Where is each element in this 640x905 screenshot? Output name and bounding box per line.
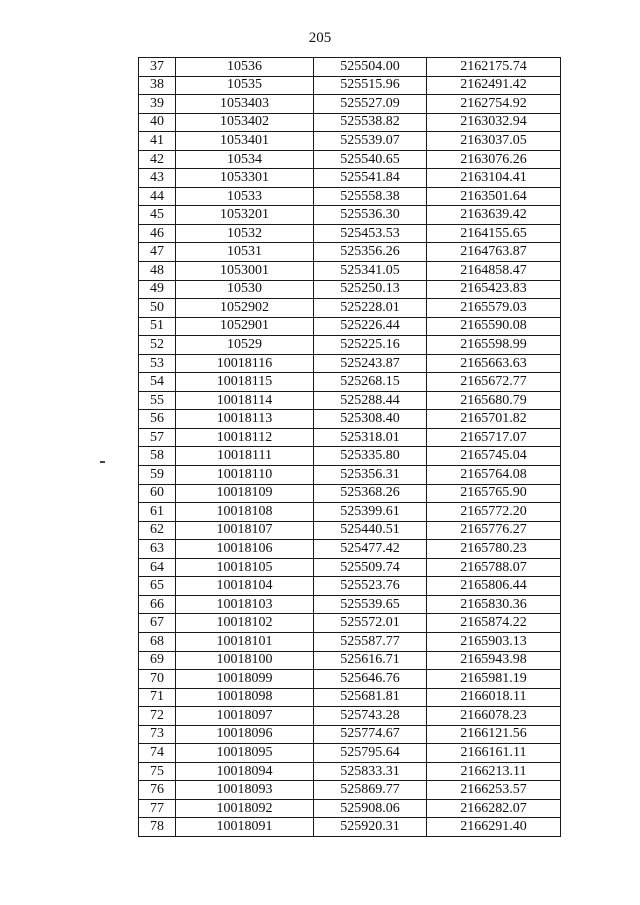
point-id-cell: 10018107 xyxy=(176,521,314,540)
x-coordinate-cell: 525250.13 xyxy=(314,280,427,299)
point-id-cell: 10018114 xyxy=(176,391,314,410)
row-number-cell: 38 xyxy=(139,76,176,95)
row-number-cell: 58 xyxy=(139,447,176,466)
x-coordinate-cell: 525356.31 xyxy=(314,466,427,485)
y-coordinate-cell: 2165772.20 xyxy=(427,503,561,522)
x-coordinate-cell: 525558.38 xyxy=(314,187,427,206)
y-coordinate-cell: 2166213.11 xyxy=(427,762,561,781)
x-coordinate-cell: 525268.15 xyxy=(314,373,427,392)
y-coordinate-cell: 2166161.11 xyxy=(427,744,561,763)
point-id-cell: 10018104 xyxy=(176,577,314,596)
point-id-cell: 10536 xyxy=(176,58,314,77)
y-coordinate-cell: 2163501.64 xyxy=(427,187,561,206)
row-number-cell: 46 xyxy=(139,224,176,243)
x-coordinate-cell: 525539.65 xyxy=(314,595,427,614)
x-coordinate-cell: 525399.61 xyxy=(314,503,427,522)
y-coordinate-cell: 2163037.05 xyxy=(427,132,561,151)
row-number-cell: 54 xyxy=(139,373,176,392)
row-number-cell: 40 xyxy=(139,113,176,132)
table-row xyxy=(139,317,561,336)
row-number-cell: 55 xyxy=(139,391,176,410)
y-coordinate-cell: 2165776.27 xyxy=(427,521,561,540)
table-row xyxy=(139,707,561,726)
table-row xyxy=(139,58,561,77)
x-coordinate-cell: 525646.76 xyxy=(314,670,427,689)
row-number-cell: 37 xyxy=(139,58,176,77)
table-row xyxy=(139,243,561,262)
x-coordinate-cell: 525368.26 xyxy=(314,484,427,503)
row-number-cell: 69 xyxy=(139,651,176,670)
x-coordinate-cell: 525536.30 xyxy=(314,206,427,225)
x-coordinate-cell: 525318.01 xyxy=(314,428,427,447)
x-coordinate-cell: 525509.74 xyxy=(314,558,427,577)
y-coordinate-cell: 2163639.42 xyxy=(427,206,561,225)
point-id-cell: 10529 xyxy=(176,336,314,355)
table-row xyxy=(139,818,561,837)
row-number-cell: 59 xyxy=(139,466,176,485)
point-id-cell: 10018110 xyxy=(176,466,314,485)
table-row xyxy=(139,113,561,132)
table-row xyxy=(139,558,561,577)
point-id-cell: 10018111 xyxy=(176,447,314,466)
y-coordinate-cell: 2162754.92 xyxy=(427,95,561,114)
y-coordinate-cell: 2163032.94 xyxy=(427,113,561,132)
y-coordinate-cell: 2165780.23 xyxy=(427,540,561,559)
point-id-cell: 10018095 xyxy=(176,744,314,763)
row-number-cell: 78 xyxy=(139,818,176,837)
point-id-cell: 1053001 xyxy=(176,262,314,281)
table-row xyxy=(139,354,561,373)
row-number-cell: 52 xyxy=(139,336,176,355)
table-row xyxy=(139,95,561,114)
row-number-cell: 56 xyxy=(139,410,176,429)
y-coordinate-cell: 2165423.83 xyxy=(427,280,561,299)
y-coordinate-cell: 2163104.41 xyxy=(427,169,561,188)
point-id-cell: 1052902 xyxy=(176,299,314,318)
point-id-cell: 10535 xyxy=(176,76,314,95)
x-coordinate-cell: 525572.01 xyxy=(314,614,427,633)
stray-mark xyxy=(100,461,105,463)
table-row xyxy=(139,614,561,633)
x-coordinate-cell: 525477.42 xyxy=(314,540,427,559)
row-number-cell: 77 xyxy=(139,799,176,818)
y-coordinate-cell: 2162491.42 xyxy=(427,76,561,95)
x-coordinate-cell: 525541.84 xyxy=(314,169,427,188)
point-id-cell: 10018115 xyxy=(176,373,314,392)
row-number-cell: 42 xyxy=(139,150,176,169)
row-number-cell: 48 xyxy=(139,262,176,281)
row-number-cell: 72 xyxy=(139,707,176,726)
y-coordinate-cell: 2166121.56 xyxy=(427,725,561,744)
y-coordinate-cell: 2165663.63 xyxy=(427,354,561,373)
y-coordinate-cell: 2164155.65 xyxy=(427,224,561,243)
point-id-cell: 10018109 xyxy=(176,484,314,503)
point-id-cell: 10018100 xyxy=(176,651,314,670)
table-row xyxy=(139,336,561,355)
x-coordinate-cell: 525774.67 xyxy=(314,725,427,744)
point-id-cell: 10018105 xyxy=(176,558,314,577)
row-number-cell: 73 xyxy=(139,725,176,744)
table-row xyxy=(139,688,561,707)
table-row xyxy=(139,503,561,522)
point-id-cell: 10018098 xyxy=(176,688,314,707)
table-row xyxy=(139,206,561,225)
x-coordinate-cell: 525288.44 xyxy=(314,391,427,410)
point-id-cell: 1053401 xyxy=(176,132,314,151)
x-coordinate-cell: 525335.80 xyxy=(314,447,427,466)
y-coordinate-cell: 2165806.44 xyxy=(427,577,561,596)
x-coordinate-cell: 525833.31 xyxy=(314,762,427,781)
x-coordinate-cell: 525743.28 xyxy=(314,707,427,726)
point-id-cell: 10018112 xyxy=(176,428,314,447)
point-id-cell: 10532 xyxy=(176,224,314,243)
table-row xyxy=(139,632,561,651)
y-coordinate-cell: 2165672.77 xyxy=(427,373,561,392)
y-coordinate-cell: 2164763.87 xyxy=(427,243,561,262)
table-row xyxy=(139,224,561,243)
point-id-cell: 10018094 xyxy=(176,762,314,781)
y-coordinate-cell: 2164858.47 xyxy=(427,262,561,281)
y-coordinate-cell: 2165788.07 xyxy=(427,558,561,577)
point-id-cell: 10018108 xyxy=(176,503,314,522)
row-number-cell: 62 xyxy=(139,521,176,540)
row-number-cell: 70 xyxy=(139,670,176,689)
table-row xyxy=(139,428,561,447)
x-coordinate-cell: 525523.76 xyxy=(314,577,427,596)
row-number-cell: 63 xyxy=(139,540,176,559)
row-number-cell: 53 xyxy=(139,354,176,373)
table-row xyxy=(139,781,561,800)
coordinate-table-body xyxy=(139,58,561,837)
point-id-cell: 1053301 xyxy=(176,169,314,188)
table-row xyxy=(139,670,561,689)
y-coordinate-cell: 2165717.07 xyxy=(427,428,561,447)
table-row xyxy=(139,540,561,559)
x-coordinate-cell: 525539.07 xyxy=(314,132,427,151)
point-id-cell: 10018097 xyxy=(176,707,314,726)
row-number-cell: 44 xyxy=(139,187,176,206)
table-row xyxy=(139,744,561,763)
y-coordinate-cell: 2165598.99 xyxy=(427,336,561,355)
point-id-cell: 10018103 xyxy=(176,595,314,614)
x-coordinate-cell: 525869.77 xyxy=(314,781,427,800)
y-coordinate-cell: 2163076.26 xyxy=(427,150,561,169)
row-number-cell: 76 xyxy=(139,781,176,800)
y-coordinate-cell: 2165680.79 xyxy=(427,391,561,410)
y-coordinate-cell: 2165943.98 xyxy=(427,651,561,670)
x-coordinate-cell: 525356.26 xyxy=(314,243,427,262)
point-id-cell: 10018096 xyxy=(176,725,314,744)
row-number-cell: 66 xyxy=(139,595,176,614)
x-coordinate-cell: 525243.87 xyxy=(314,354,427,373)
x-coordinate-cell: 525538.82 xyxy=(314,113,427,132)
x-coordinate-cell: 525527.09 xyxy=(314,95,427,114)
x-coordinate-cell: 525341.05 xyxy=(314,262,427,281)
row-number-cell: 51 xyxy=(139,317,176,336)
x-coordinate-cell: 525504.00 xyxy=(314,58,427,77)
table-row xyxy=(139,299,561,318)
row-number-cell: 43 xyxy=(139,169,176,188)
point-id-cell: 10018092 xyxy=(176,799,314,818)
x-coordinate-cell: 525616.71 xyxy=(314,651,427,670)
x-coordinate-cell: 525453.53 xyxy=(314,224,427,243)
y-coordinate-cell: 2165764.08 xyxy=(427,466,561,485)
row-number-cell: 49 xyxy=(139,280,176,299)
x-coordinate-cell: 525681.81 xyxy=(314,688,427,707)
table-row xyxy=(139,521,561,540)
table-row xyxy=(139,169,561,188)
y-coordinate-cell: 2166291.40 xyxy=(427,818,561,837)
x-coordinate-cell: 525226.44 xyxy=(314,317,427,336)
table-row xyxy=(139,262,561,281)
row-number-cell: 74 xyxy=(139,744,176,763)
y-coordinate-cell: 2165745.04 xyxy=(427,447,561,466)
x-coordinate-cell: 525228.01 xyxy=(314,299,427,318)
y-coordinate-cell: 2166253.57 xyxy=(427,781,561,800)
point-id-cell: 10018116 xyxy=(176,354,314,373)
x-coordinate-cell: 525440.51 xyxy=(314,521,427,540)
row-number-cell: 57 xyxy=(139,428,176,447)
y-coordinate-cell: 2165579.03 xyxy=(427,299,561,318)
point-id-cell: 10018101 xyxy=(176,632,314,651)
point-id-cell: 10018113 xyxy=(176,410,314,429)
point-id-cell: 1053402 xyxy=(176,113,314,132)
row-number-cell: 67 xyxy=(139,614,176,633)
table-row xyxy=(139,373,561,392)
y-coordinate-cell: 2165701.82 xyxy=(427,410,561,429)
row-number-cell: 64 xyxy=(139,558,176,577)
point-id-cell: 1052901 xyxy=(176,317,314,336)
table-row xyxy=(139,595,561,614)
x-coordinate-cell: 525920.31 xyxy=(314,818,427,837)
y-coordinate-cell: 2165830.36 xyxy=(427,595,561,614)
x-coordinate-cell: 525308.40 xyxy=(314,410,427,429)
row-number-cell: 41 xyxy=(139,132,176,151)
point-id-cell: 1053403 xyxy=(176,95,314,114)
point-id-cell: 10018099 xyxy=(176,670,314,689)
table-row xyxy=(139,577,561,596)
x-coordinate-cell: 525908.06 xyxy=(314,799,427,818)
row-number-cell: 75 xyxy=(139,762,176,781)
table-row xyxy=(139,150,561,169)
x-coordinate-cell: 525225.16 xyxy=(314,336,427,355)
coordinate-table xyxy=(138,57,561,837)
table-row xyxy=(139,76,561,95)
table-row xyxy=(139,799,561,818)
y-coordinate-cell: 2165903.13 xyxy=(427,632,561,651)
y-coordinate-cell: 2165765.90 xyxy=(427,484,561,503)
row-number-cell: 65 xyxy=(139,577,176,596)
point-id-cell: 10534 xyxy=(176,150,314,169)
point-id-cell: 10533 xyxy=(176,187,314,206)
table-row xyxy=(139,447,561,466)
row-number-cell: 71 xyxy=(139,688,176,707)
row-number-cell: 47 xyxy=(139,243,176,262)
point-id-cell: 10018091 xyxy=(176,818,314,837)
table-row xyxy=(139,410,561,429)
row-number-cell: 68 xyxy=(139,632,176,651)
x-coordinate-cell: 525540.65 xyxy=(314,150,427,169)
row-number-cell: 61 xyxy=(139,503,176,522)
row-number-cell: 45 xyxy=(139,206,176,225)
y-coordinate-cell: 2165981.19 xyxy=(427,670,561,689)
y-coordinate-cell: 2165874.22 xyxy=(427,614,561,633)
point-id-cell: 1053201 xyxy=(176,206,314,225)
table-row xyxy=(139,187,561,206)
page-number: 205 xyxy=(308,30,332,46)
table-row xyxy=(139,391,561,410)
table-row xyxy=(139,280,561,299)
point-id-cell: 10530 xyxy=(176,280,314,299)
x-coordinate-cell: 525795.64 xyxy=(314,744,427,763)
row-number-cell: 50 xyxy=(139,299,176,318)
point-id-cell: 10531 xyxy=(176,243,314,262)
row-number-cell: 60 xyxy=(139,484,176,503)
y-coordinate-cell: 2166282.07 xyxy=(427,799,561,818)
y-coordinate-cell: 2165590.08 xyxy=(427,317,561,336)
y-coordinate-cell: 2162175.74 xyxy=(427,58,561,77)
table-row xyxy=(139,762,561,781)
y-coordinate-cell: 2166078.23 xyxy=(427,707,561,726)
x-coordinate-cell: 525587.77 xyxy=(314,632,427,651)
point-id-cell: 10018102 xyxy=(176,614,314,633)
point-id-cell: 10018093 xyxy=(176,781,314,800)
table-row xyxy=(139,651,561,670)
table-row xyxy=(139,484,561,503)
x-coordinate-cell: 525515.96 xyxy=(314,76,427,95)
table-row xyxy=(139,132,561,151)
point-id-cell: 10018106 xyxy=(176,540,314,559)
y-coordinate-cell: 2166018.11 xyxy=(427,688,561,707)
table-row xyxy=(139,466,561,485)
table-row xyxy=(139,725,561,744)
row-number-cell: 39 xyxy=(139,95,176,114)
